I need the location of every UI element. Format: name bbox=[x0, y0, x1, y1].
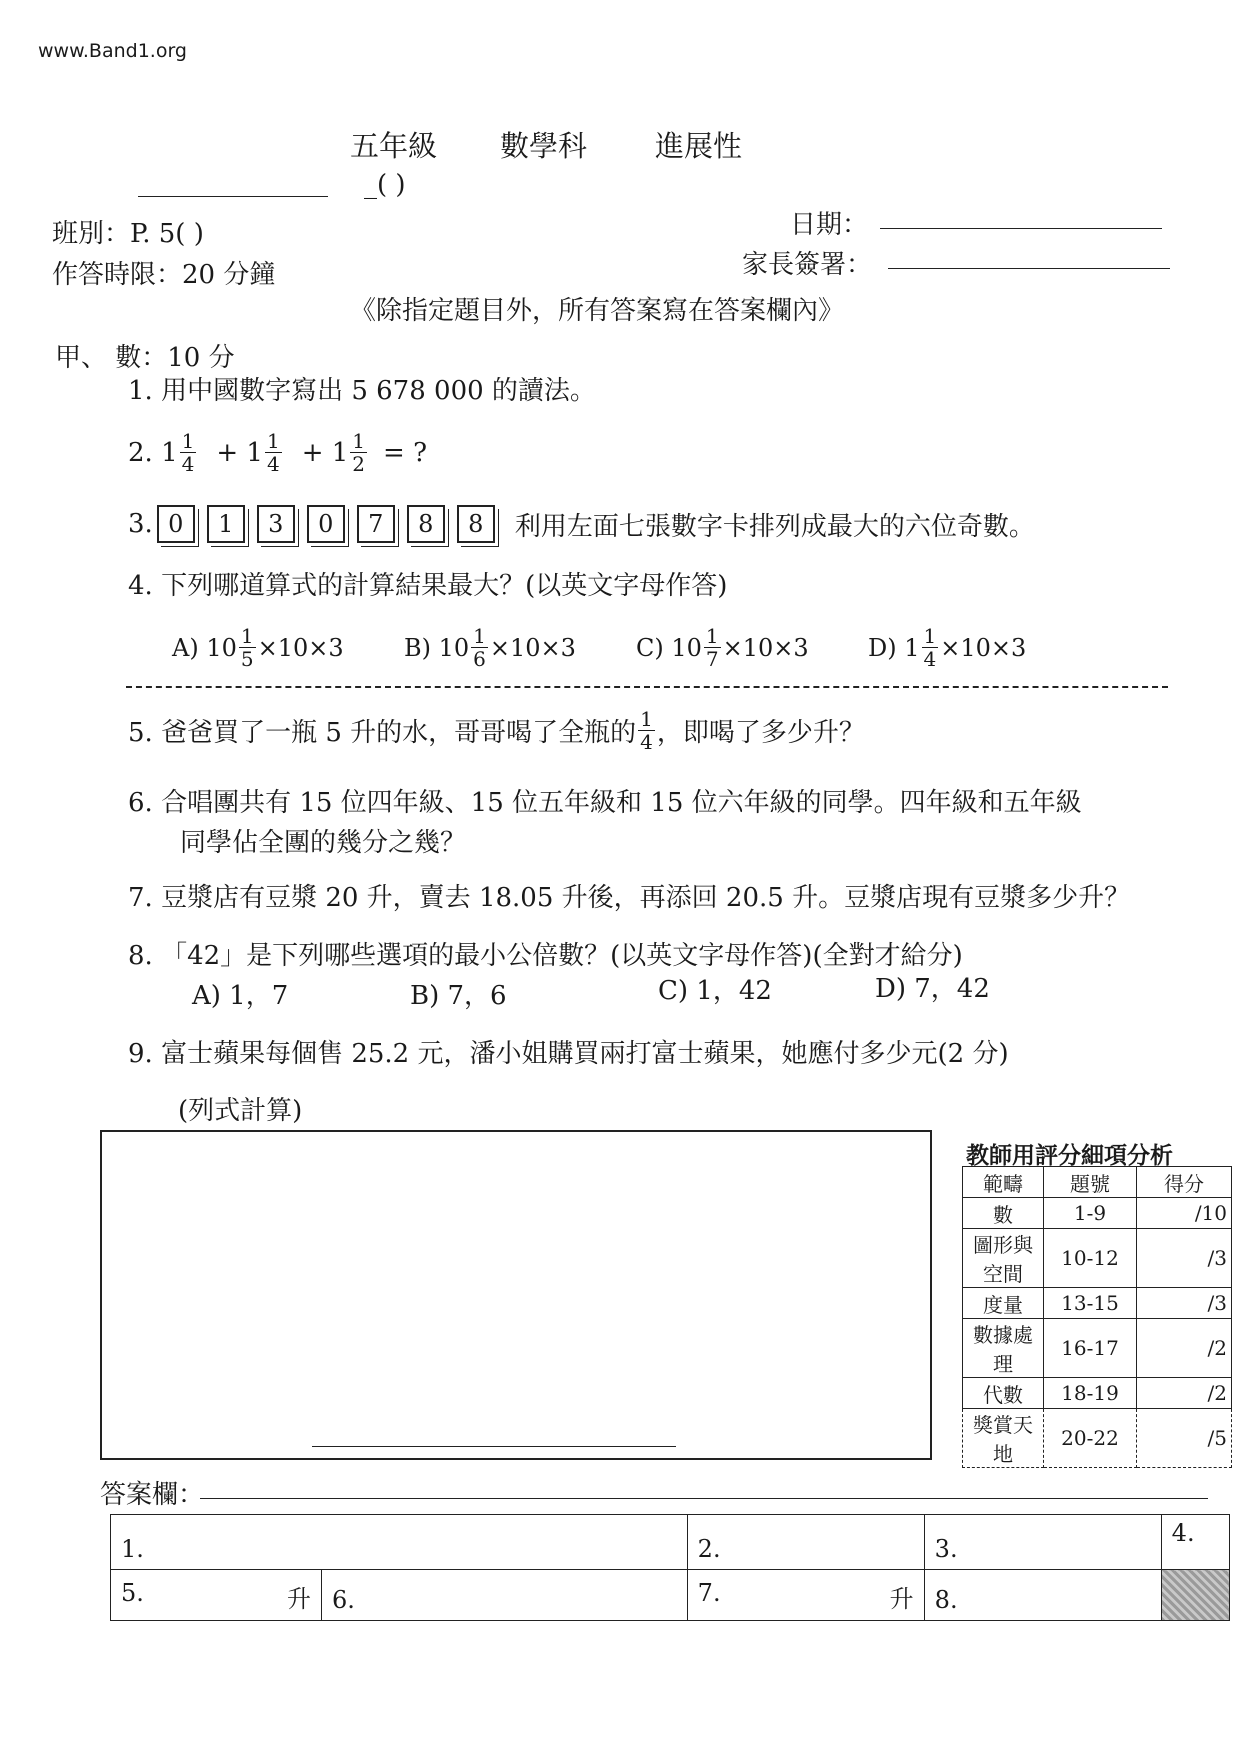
title-grade: 五年級 bbox=[350, 129, 438, 163]
title-subject: 數學科 bbox=[500, 129, 588, 163]
answer-cell-6[interactable]: 6. bbox=[322, 1570, 688, 1621]
question-9-line-2: (列式計算) bbox=[178, 1096, 303, 1126]
date-label: 日期： bbox=[790, 210, 869, 240]
answer-cell-8[interactable]: 8. bbox=[924, 1570, 1161, 1621]
time-limit-label: 作答時限：20 分鐘 bbox=[52, 260, 276, 290]
answer-cell-2[interactable]: 2. bbox=[687, 1515, 924, 1570]
answer-top-rule bbox=[200, 1498, 1208, 1499]
q4-option-b: B) 10 $\frac{1}{6}$ ×10×3 bbox=[404, 624, 576, 671]
question-4: 4. 下列哪道算式的計算結果最大？(以英文字母作答) bbox=[128, 571, 728, 601]
question-9-line-1: 9. 富士蘋果每個售 25.2 元，潘小姐購買兩打富士蘋果，她應付多少元(2 分) bbox=[128, 1039, 1009, 1069]
q8-option-d: D) 7，42 bbox=[875, 974, 990, 1004]
q2-fraction-3: $\frac{1}{2}$ bbox=[352, 429, 366, 476]
q4-option-d: D) 1 $\frac{1}{4}$ ×10×3 bbox=[868, 624, 1027, 671]
answer-cell-4[interactable]: 4. bbox=[1161, 1515, 1229, 1570]
date-underline[interactable] bbox=[880, 228, 1162, 229]
answer-area-label: 答案欄： bbox=[100, 1480, 205, 1510]
q4-option-a: A) 10 $\frac{1}{5}$ ×10×3 bbox=[172, 624, 344, 671]
q2-fraction-1: $\frac{1}{4}$ bbox=[181, 429, 195, 476]
digit-card: 8 bbox=[457, 505, 495, 543]
digit-card: 0 bbox=[157, 505, 195, 543]
watermark: www.Band1.org bbox=[38, 40, 187, 62]
title-type: 進展性 bbox=[655, 129, 743, 163]
digit-card: 3 bbox=[257, 505, 295, 543]
question-2 bbox=[128, 430, 427, 475]
q5-fraction: $\frac{1}{4}$ bbox=[640, 707, 653, 754]
q4-option-c: C) 10 $\frac{1}{7}$ ×10×3 bbox=[636, 624, 809, 671]
digit-card: 7 bbox=[357, 505, 395, 543]
q3-text: 利用左面七張數字卡排列成最大的六位奇數。 bbox=[514, 511, 1035, 542]
answer-cell-5[interactable]: 5. 升 bbox=[111, 1570, 322, 1621]
q8-option-c: C) 1，42 bbox=[658, 976, 772, 1006]
score-table-row: 圖形與空間 10-12 /3 bbox=[963, 1229, 1232, 1288]
question-7: 7. 豆漿店有豆漿 20 升，賣去 18.05 升後，再添回 20.5 升。豆漿店現有豆漿多少升？ bbox=[128, 883, 1131, 913]
parent-sign-underline[interactable] bbox=[888, 268, 1170, 269]
answer-row-2 bbox=[111, 1570, 1230, 1621]
q2-prefix: 2. 1 bbox=[128, 437, 178, 468]
question-3 bbox=[128, 505, 1035, 543]
dashed-divider bbox=[126, 686, 1168, 688]
answer-row-1 bbox=[111, 1515, 1230, 1570]
class-label: 班別：P. 5( ) bbox=[52, 219, 204, 249]
answer-table-container bbox=[110, 1514, 1210, 1621]
answer-cell-7[interactable]: 7. 升 bbox=[687, 1570, 924, 1621]
q4-options bbox=[172, 625, 1026, 670]
score-table-container bbox=[962, 1166, 1227, 1468]
score-table bbox=[962, 1166, 1232, 1468]
score-table-row: 數 1-9 /10 bbox=[963, 1198, 1232, 1229]
section-label: 甲、 數：10 分 bbox=[55, 343, 235, 373]
q8-option-a: A) 1，7 bbox=[192, 981, 289, 1011]
score-table-title: 教師用評分細項分析 bbox=[966, 1142, 1173, 1169]
score-table-row-bonus: 獎賞天地 20-22 /5 bbox=[963, 1409, 1232, 1468]
answer-cell-3[interactable]: 3. bbox=[924, 1515, 1161, 1570]
answer-cell-1[interactable]: 1. bbox=[111, 1515, 688, 1570]
instruction: 《除指定題目外，所有答案寫在答案欄內》 bbox=[350, 296, 845, 326]
answer-cell-shaded bbox=[1161, 1570, 1229, 1621]
question-6-line-1: 6. 合唱團共有 15 位四年級、15 位五年級和 15 位六年級的同學。四年級和五年級 bbox=[128, 788, 1082, 818]
score-table-row: 數據處理 16-17 /2 bbox=[963, 1319, 1232, 1378]
q2-plus-1: + 1 bbox=[216, 437, 263, 468]
q8-option-b: B) 7，6 bbox=[410, 981, 507, 1011]
digit-card: 0 bbox=[307, 505, 345, 543]
class-number-paren: _( ) bbox=[364, 170, 406, 200]
question-1: 1. 用中國數字寫出 5 678 000 的讀法。 bbox=[128, 376, 596, 406]
question-5: 5. 爸爸買了一瓶 5 升的水，哥哥喝了全瓶的 $\frac{1}{4}$ ，即喝了多少升？ bbox=[128, 707, 865, 754]
name-underline[interactable] bbox=[138, 196, 328, 197]
question-6-line-2: 同學佔全團的幾分之幾？ bbox=[180, 828, 467, 858]
q3-prefix: 3. bbox=[128, 509, 153, 539]
score-table-row: 代數 18-19 /2 bbox=[963, 1378, 1232, 1409]
score-table-header: 範疇 題號 得分 bbox=[963, 1167, 1232, 1198]
score-table-row: 度量 13-15 /3 bbox=[963, 1288, 1232, 1319]
working-answer-line[interactable] bbox=[312, 1446, 676, 1447]
digit-card: 1 bbox=[207, 505, 245, 543]
working-box[interactable] bbox=[100, 1130, 932, 1460]
q2-plus-2: + 1 bbox=[301, 437, 349, 468]
question-8: 8. 「42」是下列哪些選項的最小公倍數？(以英文字母作答)(全對才給分) bbox=[128, 941, 963, 971]
answer-table bbox=[110, 1514, 1230, 1621]
digit-card: 8 bbox=[407, 505, 445, 543]
parent-sign-label: 家長簽署： bbox=[742, 250, 873, 280]
q2-fraction-2: $\frac{1}{4}$ bbox=[266, 429, 280, 476]
q2-suffix: = ? bbox=[383, 437, 428, 468]
